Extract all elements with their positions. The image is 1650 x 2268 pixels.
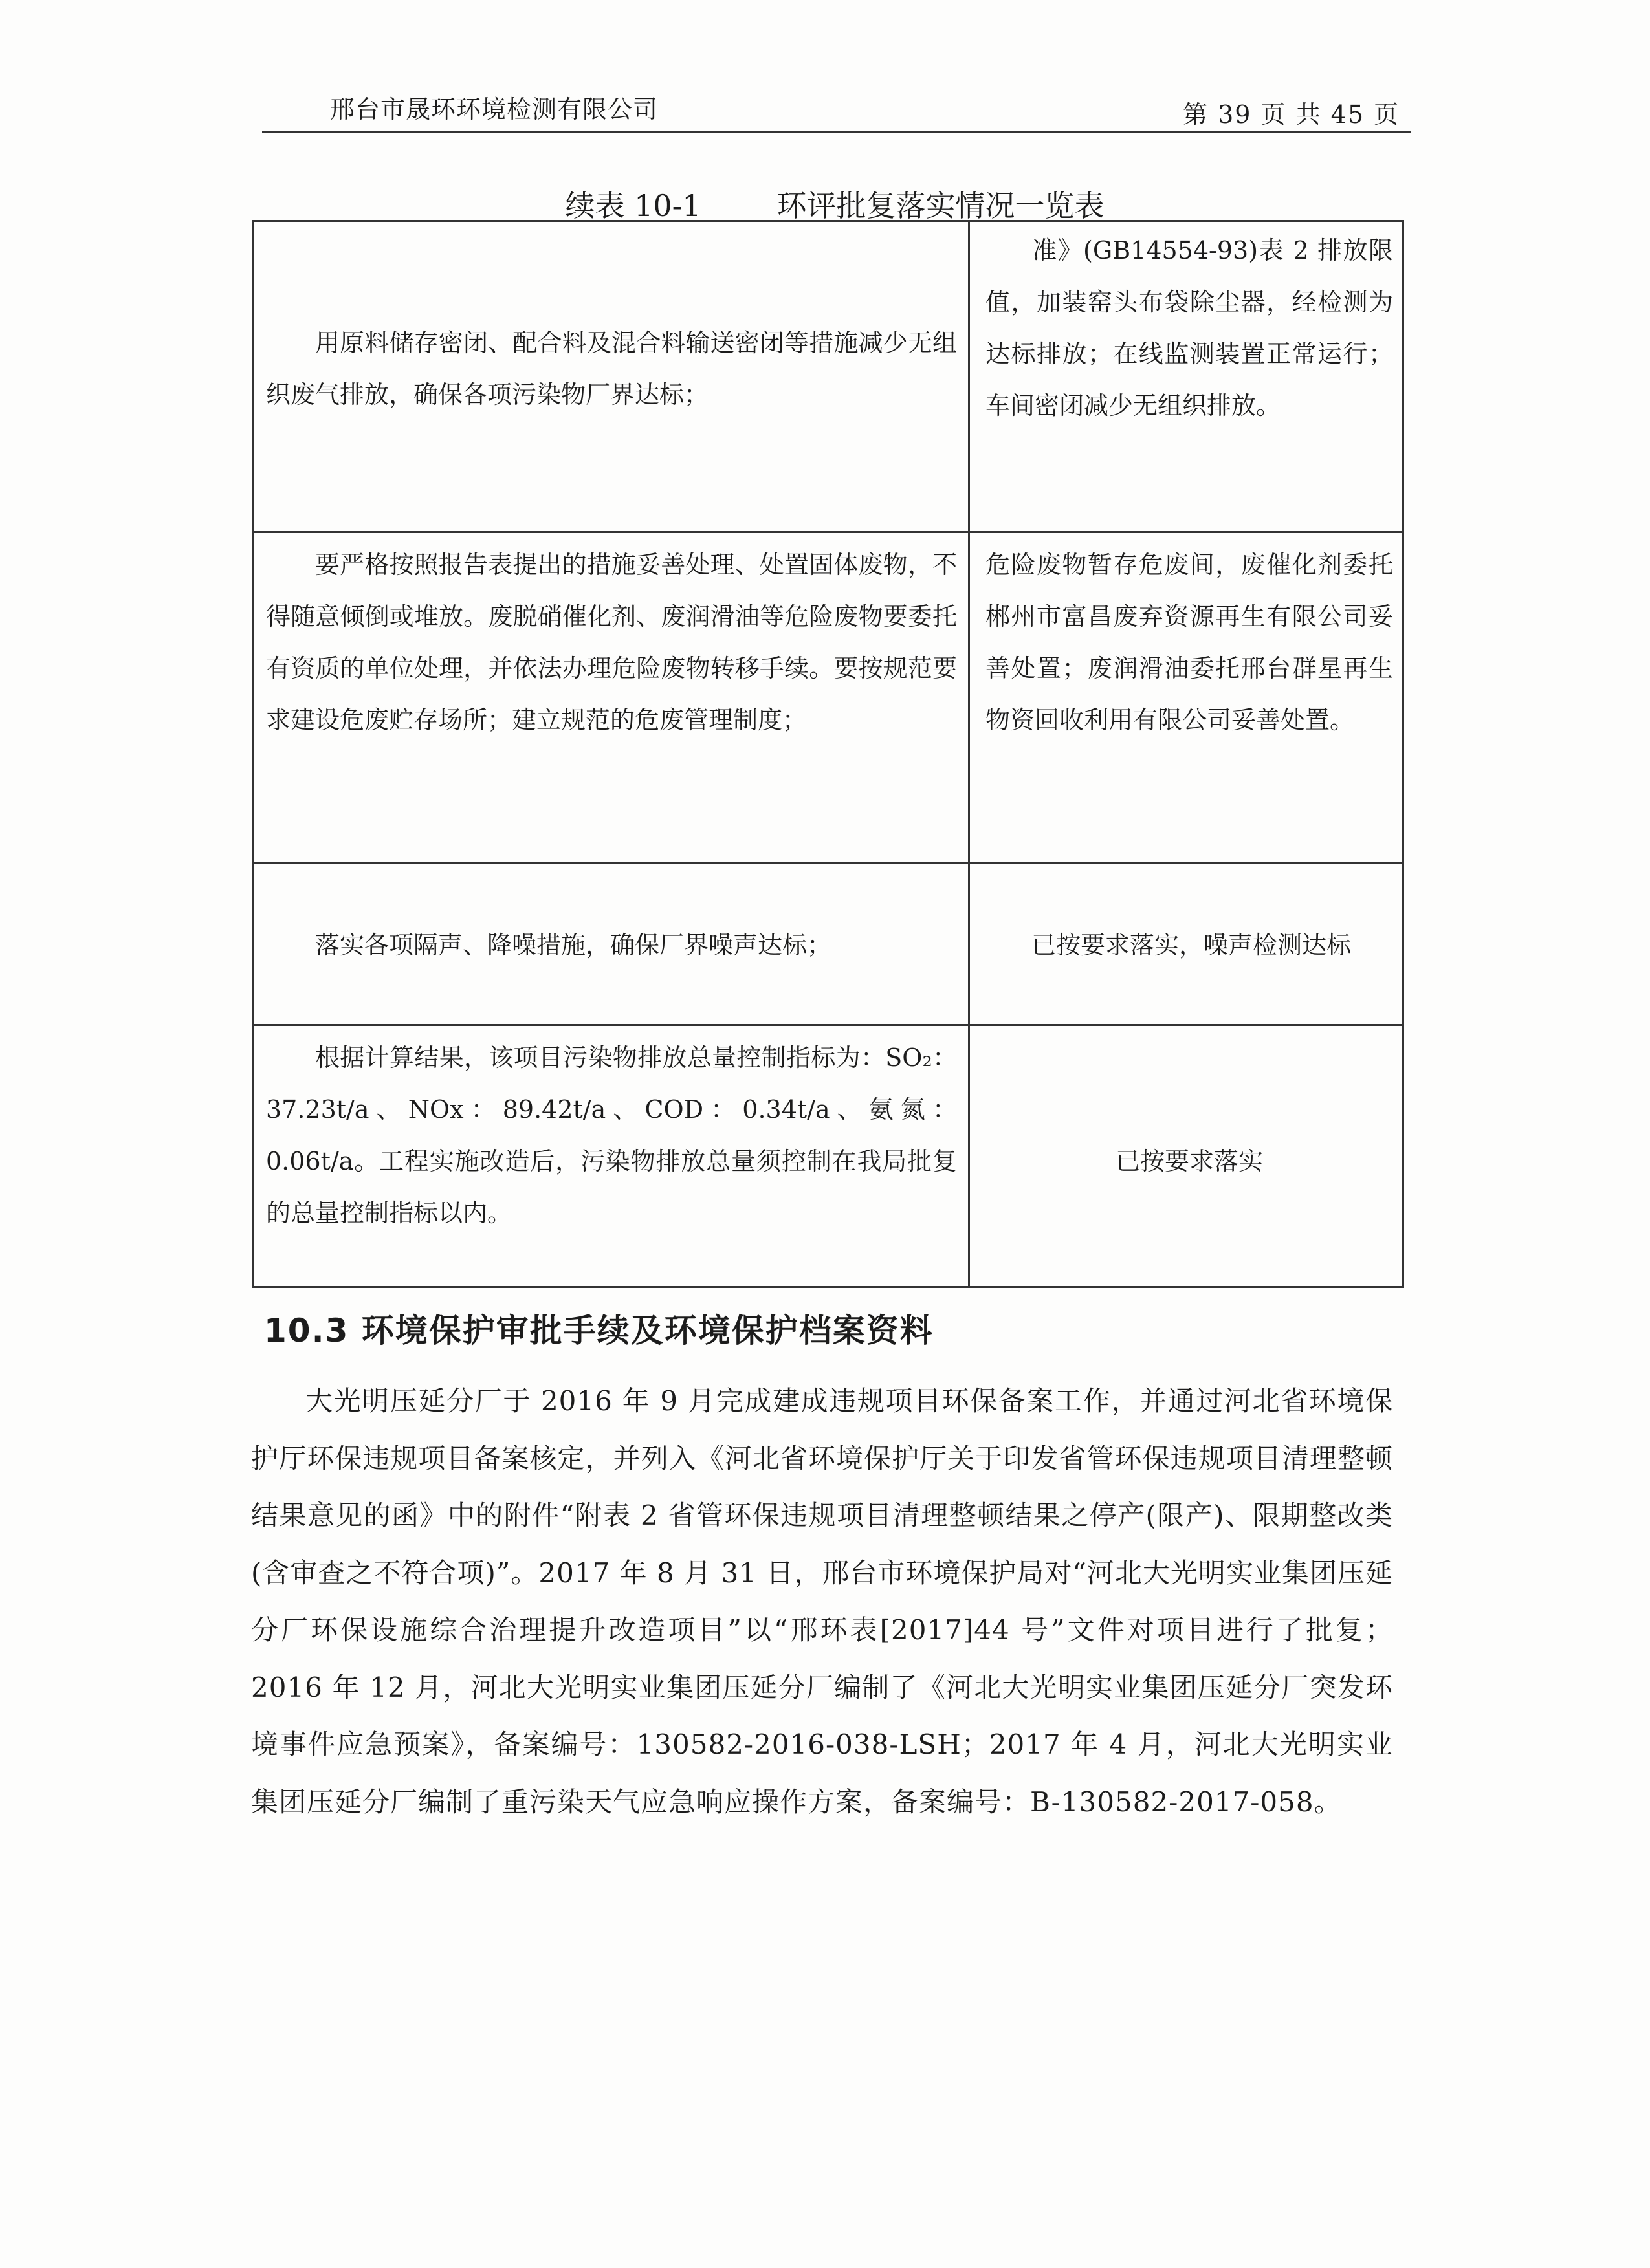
- table-row-1-implementation: 准》(GB14554-93)表 2 排放限值，加装窑头布袋除尘器，经检测为达标排放；在线监测装置正常运行；车间密闭减少无组织排放。: [985, 236, 1393, 420]
- table-row-3-requirement: 落实各项隔声、降噪措施，确保厂界噪声达标；: [315, 931, 832, 959]
- row-divider: [254, 862, 1402, 864]
- table-row-2-requirement: 要严格按照报告表提出的措施妥善处理、处置固体废物，不得随意倾倒或堆放。废脱硝催化剂、废润滑油等危险废物要委托有资质的单位处理，并依法办理危险废物转移手续。要按规范要求建设危废贮存场所；建立规范的危废管理制度；: [266, 551, 957, 734]
- approval-implementation-table: [252, 220, 1404, 1288]
- header-rule: [262, 131, 1411, 133]
- table-row-2-implementation: 危险废物暂存危废间，废催化剂委托郴州市富昌废弃资源再生有限公司妥善处置；废润滑油委托邢台群星再生物资回收利用有限公司妥善处置。: [985, 551, 1393, 734]
- row-divider: [254, 1024, 1402, 1026]
- row-divider: [254, 531, 1402, 533]
- table-row-3-implementation: 已按要求落实，噪声检测达标: [1031, 931, 1351, 959]
- section-body-paragraph: 大光明压延分厂于 2016 年 9 月完成建成违规项目环保备案工作，并通过河北省环境保护厅环保违规项目备案核定，并列入《河北省环境保护厅关于印发省管环保违规项目清理整顿结果意见的函》中的附件“附表 2 省管环保违规项目清理整顿结果之停产(限产)、限期整改类(含审查之不符合项)”。2017 年 8 月 31 日，邢台市环境保护局对“河北大光明实业集团压延分厂环保设施综合治理提升改造项目”以“邢环表[2017]44 号”文件对项目进行了批复；2016 年 12 月，河北大光明实业集团压延分厂编制了《河北大光明实业集团压延分厂突发环境事件应急预案》，备案编号：130582-2016-038-LSH；2017 年 4 月，河北大光明实业集团压延分厂编制了重污染天气应急响应操作方案，备案编号：B-130582-2017-058。: [251, 1385, 1393, 1818]
- column-divider: [968, 222, 970, 1286]
- section-heading: 10.3 环境保护审批手续及环境保护档案资料: [264, 1312, 934, 1349]
- table-row-1-requirement: 用原料储存密闭、配合料及混合料输送密闭等措施减少无组织废气排放，确保各项污染物厂界达标；: [266, 329, 957, 409]
- table-row-4-implementation: 已按要求落实: [1115, 1147, 1263, 1175]
- header-company-name: 邢台市晟环环境检测有限公司: [330, 95, 659, 124]
- table-title: 续表 10-1 环评批复落实情况一览表: [565, 188, 1105, 223]
- header-page-number: 第 39 页 共 45 页: [1183, 100, 1400, 129]
- table-row-4-requirement: 根据计算结果，该项目污染物排放总量控制指标为：SO₂：37.23t/a、NOx：89.42t/a、COD：0.34t/a、氨氮：0.06t/a。工程实施改造后，污染物排放总量须控制在我局批复的总量控制指标以内。: [266, 1043, 957, 1227]
